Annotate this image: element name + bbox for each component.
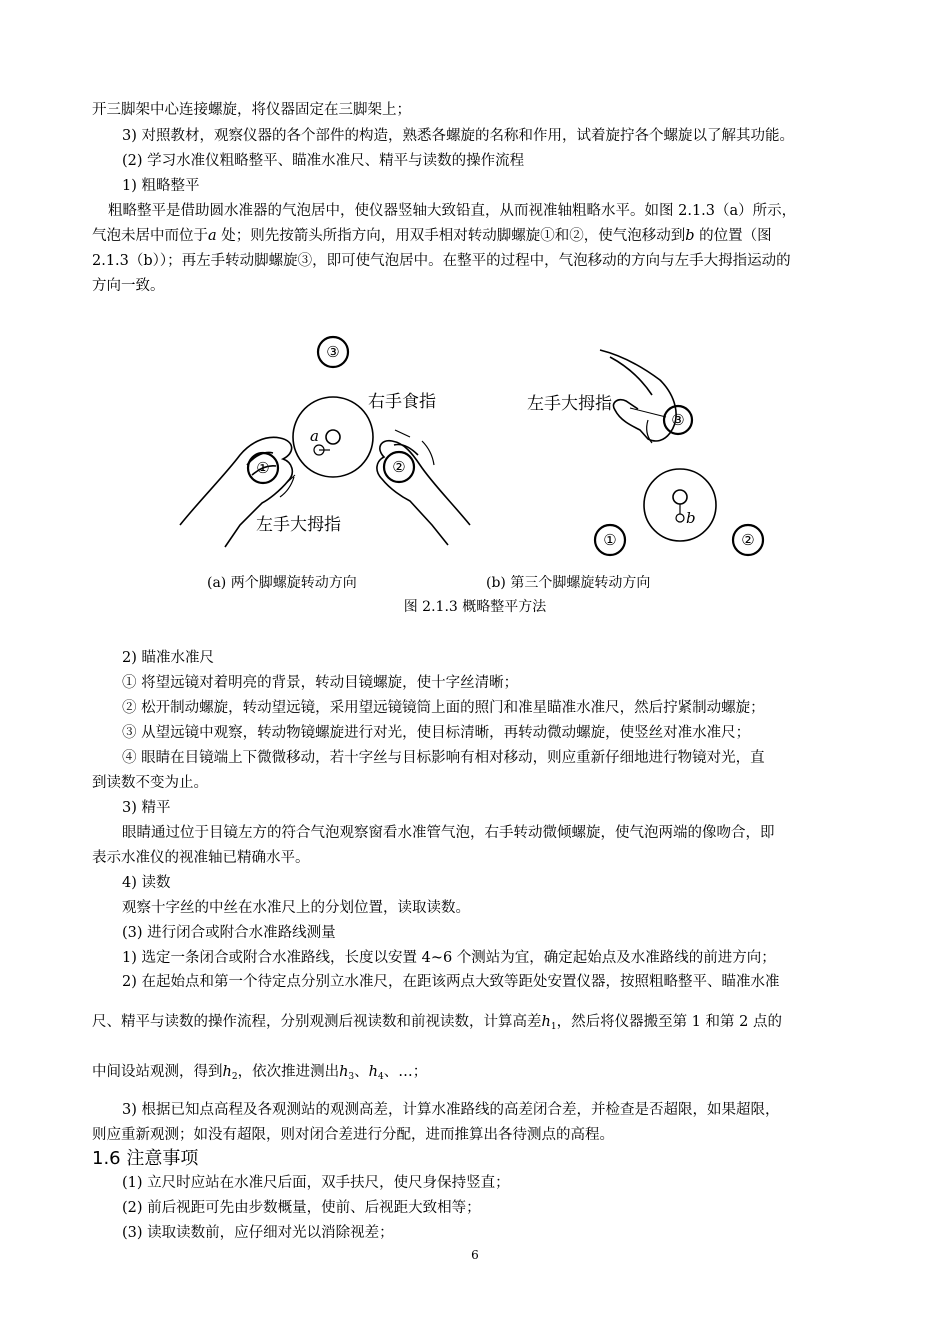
text-line: 1) 选定一条闭合或附合水准路线，长度以安置 4~6 个测站为宜，确定起始点及水准路线的前进方向； <box>122 950 776 966</box>
text-line: 2.1.3（b））；再左手转动脚螺旋③，即可使气泡居中。在整平的过程中，气泡移动的方向与左手大拇指运动的 <box>92 253 791 269</box>
text-line: 气泡未居中而位于a 处；则先按箭头所指方向，用双手相对转动脚螺旋①和②，使气泡移动到b 的位置（图 <box>92 228 772 244</box>
list-item: (3) 读取读数前，应仔细对光以消除视差； <box>122 1225 394 1241</box>
page-number: 6 <box>471 1248 479 1262</box>
text-line: (2) 学习水准仪粗略整平、瞄准水准尺、精平与读数的操作流程 <box>122 153 525 169</box>
text-line: 尺、精平与读数的操作流程，分别观测后视读数和前视读数，计算高差$h_1$，然后将仪器搬至第 1 和第 2 点的 <box>92 1014 782 1032</box>
text-line: 表示水准仪的视准轴已精确水平。 <box>92 850 310 866</box>
figure-caption-b: (b) 第三个脚螺旋转动方向 <box>486 575 651 591</box>
text-line: ① 将望远镜对着明亮的背景，转动目镜螺旋，使十字丝清晰； <box>122 675 519 691</box>
text-line: 则应重新观测；如没有超限，则对闭合差进行分配，进而推算出各待测点的高程。 <box>92 1127 614 1143</box>
text-line: ④ 眼睛在目镜端上下微微移动，若十字丝与目标影响有相对移动，则应重新仔细地进行物镜对光，直 <box>122 750 765 766</box>
text-line: 观察十字丝的中丝在水准尺上的分划位置，读取读数。 <box>122 900 470 916</box>
screw-1-label: ① <box>256 459 270 477</box>
screw-2-label-b: ② <box>741 531 755 549</box>
screw-1-label-b: ① <box>603 531 617 549</box>
text-line: ③ 从望远镜中观察，转动物镜螺旋进行对光，使目标清晰，再转动微动螺旋，使竖丝对准水准尺； <box>122 725 751 741</box>
text-line: 2) 在起始点和第一个待定点分别立水准尺，在距该两点大致等距处安置仪器，按照粗略整平、瞄准水准 <box>122 974 780 990</box>
screw-2-label: ② <box>392 458 406 476</box>
list-item: (1) 立尺时应站在水准尺后面，双手扶尺，使尺身保持竖直； <box>122 1175 510 1191</box>
text-line: 粗略整平是借助圆水准器的气泡居中，使仪器竖轴大致铅直，从而视准轴粗略水平。如图 2.1.3（a）所示， <box>108 203 797 219</box>
text-line: 中间设站观测，得到$h_2$，依次推进测出$h_3$、$h_4$、…； <box>92 1064 428 1082</box>
right-index-finger-label: 右手食指 <box>368 392 436 412</box>
text-line: 到读数不变为止。 <box>92 775 208 791</box>
text-line: 3) 精平 <box>122 800 171 816</box>
figure-caption: 图 2.1.3 概略整平方法 <box>403 599 547 615</box>
screw-3-label: ③ <box>326 343 340 361</box>
screw-3-label-b: ③ <box>671 411 685 429</box>
section-heading: 1.6 注意事项 <box>92 1148 199 1169</box>
text-line: 眼睛通过位于目镜左方的符合气泡观察窗看水准管气泡，右手转动微倾螺旋，使气泡两端的像吻合，即 <box>122 825 775 841</box>
left-thumb-label-a: 左手大拇指 <box>256 515 341 535</box>
text-line: 开三脚架中心连接螺旋，将仪器固定在三脚架上； <box>92 102 411 118</box>
text-line: 4) 读数 <box>122 875 171 891</box>
bubble-b-label: b <box>686 509 696 527</box>
bubble-a-label: a <box>310 427 319 445</box>
left-thumb-label-b: 左手大拇指 <box>527 394 612 414</box>
list-item: (2) 前后视距可先由步数概量，使前、后视距大致相等； <box>122 1200 481 1216</box>
text-line: (3) 进行闭合或附合水准路线测量 <box>122 925 336 941</box>
text-line: 1) 粗略整平 <box>122 178 200 194</box>
text-line: ② 松开制动螺旋，转动望远镜，采用望远镜镜筒上面的照门和准星瞄准水准尺，然后拧紧制动螺旋； <box>122 700 765 716</box>
text-line: 3) 根据已知点高程及各观测站的观测高差，计算水准路线的高差闭合差，并检查是否超限，如果超限， <box>122 1102 780 1118</box>
text-line: 3) 对照教材，观察仪器的各个部件的构造，熟悉各螺旋的名称和作用，试着旋拧各个螺旋以了解其功能。 <box>122 128 794 144</box>
text-line: 方向一致。 <box>92 278 165 294</box>
text-line: 2) 瞄准水准尺 <box>122 650 214 666</box>
figure-leveling <box>170 325 790 575</box>
figure-caption-a: (a) 两个脚螺旋转动方向 <box>207 575 357 591</box>
